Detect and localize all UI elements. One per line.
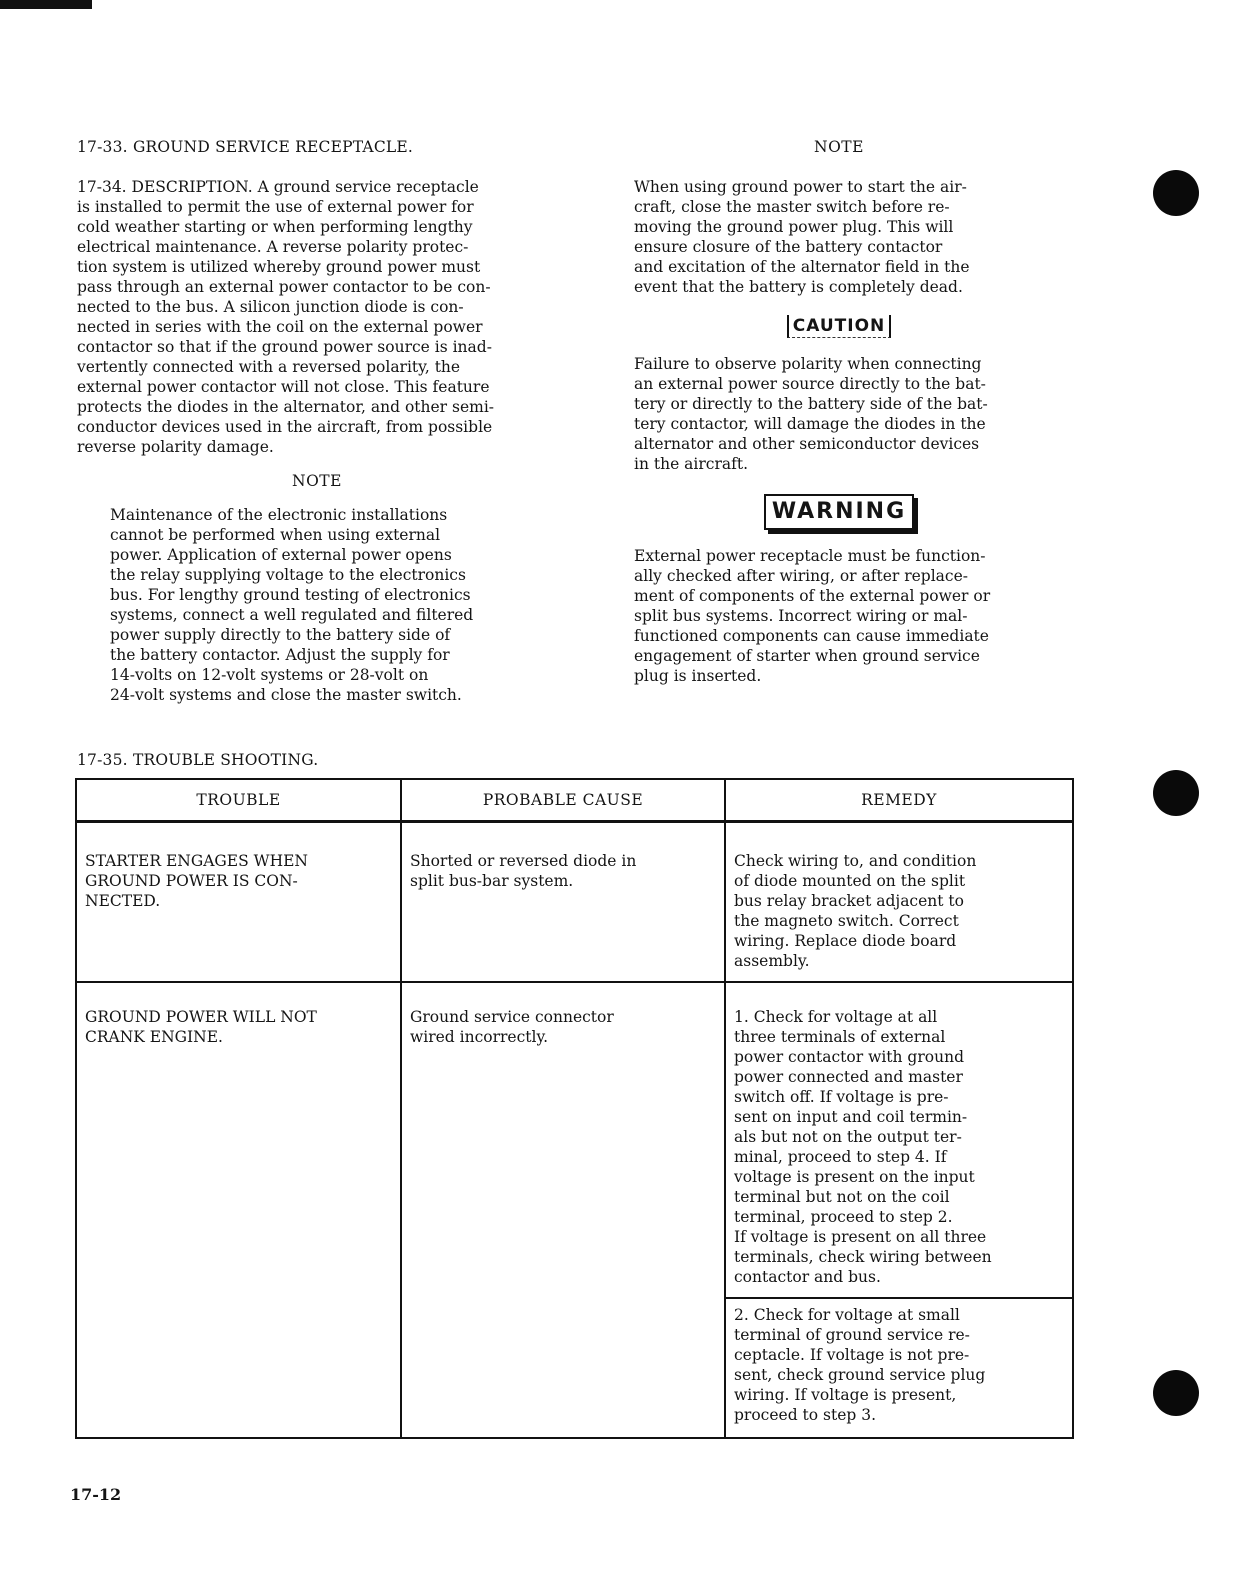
right-column [634,137,1044,686]
remedy-text: Check wiring to, and condition of diode mounted on the split bus relay bracket adjacent to the magneto switch. Correct wiring. Replace diode board assembly. [734,852,977,970]
caution-text: Failure to observe polarity when connecting an external power source directly to the bat- tery or directly to the battery side of the bat- tery contactor, will damage the diodes in the alternator and other semiconductor devices in the aircraft. [634,355,988,473]
warning-text: External power receptacle must be function- ally checked after wiring, or after replace- ment of components of the external power or split bus systems. Incorrect wiring or mal- functioned components can cause immediate engagement of starter when ground service plug is inserted. [634,547,991,685]
remedy-step-2-cell [725,1298,1073,1438]
table-row [76,982,1073,1298]
note-text-right: When using ground power to start the air- craft, close the master switch before re- moving the ground power plug. This will ensure closure of the battery contactor and excitation of the alternator field in the event that the battery is completely dead. [634,178,970,296]
trouble-cell [76,982,401,1438]
caution-badge: CAUTION [787,315,892,338]
table-row [76,822,1073,982]
corner-registration-mark [0,0,92,9]
binder-hole-top [1153,170,1199,216]
cause-text: Shorted or reversed diode in split bus-bar system. [410,852,637,890]
cause-cell [401,982,725,1438]
cause-cell [401,822,725,982]
binder-hole-bottom [1153,1370,1199,1416]
remedy-step-1-text: 1. Check for voltage at all three terminals of external power contactor with ground power connected and master switch off. If voltage is pre- sent on input and coil termin- als but not on the output ter- minal, proceed to step 4. If voltage is present on the input terminal but not on the coil terminal, proceed to step 2. If voltage is present on all three terminals, check wiring between contactor and bus. [734,1007,992,1286]
binder-hole-middle [1153,770,1199,816]
warning-badge-wrap [634,494,1044,530]
troubleshooting-table [75,778,1074,1439]
table-header-row [76,779,1073,822]
header-probable-cause: PROBABLE CAUSE [401,779,725,822]
remedy-cell [725,822,1073,982]
header-trouble: TROUBLE [76,779,401,822]
note-label-right: NOTE [814,138,864,156]
trouble-text: STARTER ENGAGES WHEN GROUND POWER IS CON- NECTED. [85,852,308,910]
trouble-text: GROUND POWER WILL NOT CRANK ENGINE. [85,1007,317,1046]
section-17-35-heading: 17-35. TROUBLE SHOOTING. [77,751,319,769]
page-number: 17-12 [70,1485,122,1504]
trouble-cell [76,822,401,982]
warning-badge: WARNING [764,494,914,530]
section-17-33-heading: 17-33. GROUND SERVICE RECEPTACLE. [77,138,414,156]
section-17-34-description: 17-34. DESCRIPTION. A ground service receptacle is installed to permit the use of external power for cold weather starting or when performing lengthy electrical maintenance. A reverse polarity protec- tion system is utilized whereby ground power must pass through an external power contactor to be con- nected to the bus. A silicon junction diode is con- nected in series with the coil on the external power contactor so that if the ground power source is inad- vertently connected with a reversed polarity, the external power contactor will not close. This feature protects the diodes in the alternator, and other semi- conductor devices used in the aircraft, from possible reverse polarity damage. [77,178,495,456]
left-column [77,137,557,705]
caution-badge-wrap [634,315,1044,338]
header-remedy: REMEDY [725,779,1073,822]
remedy-step-2-text: 2. Check for voltage at small terminal of ground service re- ceptacle. If voltage is not pre- sent, check ground service plug wiring. If voltage is present, proceed to step 3. [734,1305,986,1424]
remedy-step-1-cell [725,982,1073,1298]
note-text-left: Maintenance of the electronic installations cannot be performed when using external power. Application of external power opens the relay supplying voltage to the electronics bus. For lengthy ground testing of electronics systems, connect a well regulated and filtered power supply directly to the battery side of the battery contactor. Adjust the supply for 14-volts on 12-volt systems or 28-volt on 24-volt systems and close the master switch. [110,506,474,704]
cause-text: Ground service connector wired incorrectly. [410,1007,614,1046]
note-label-left: NOTE [292,472,342,490]
